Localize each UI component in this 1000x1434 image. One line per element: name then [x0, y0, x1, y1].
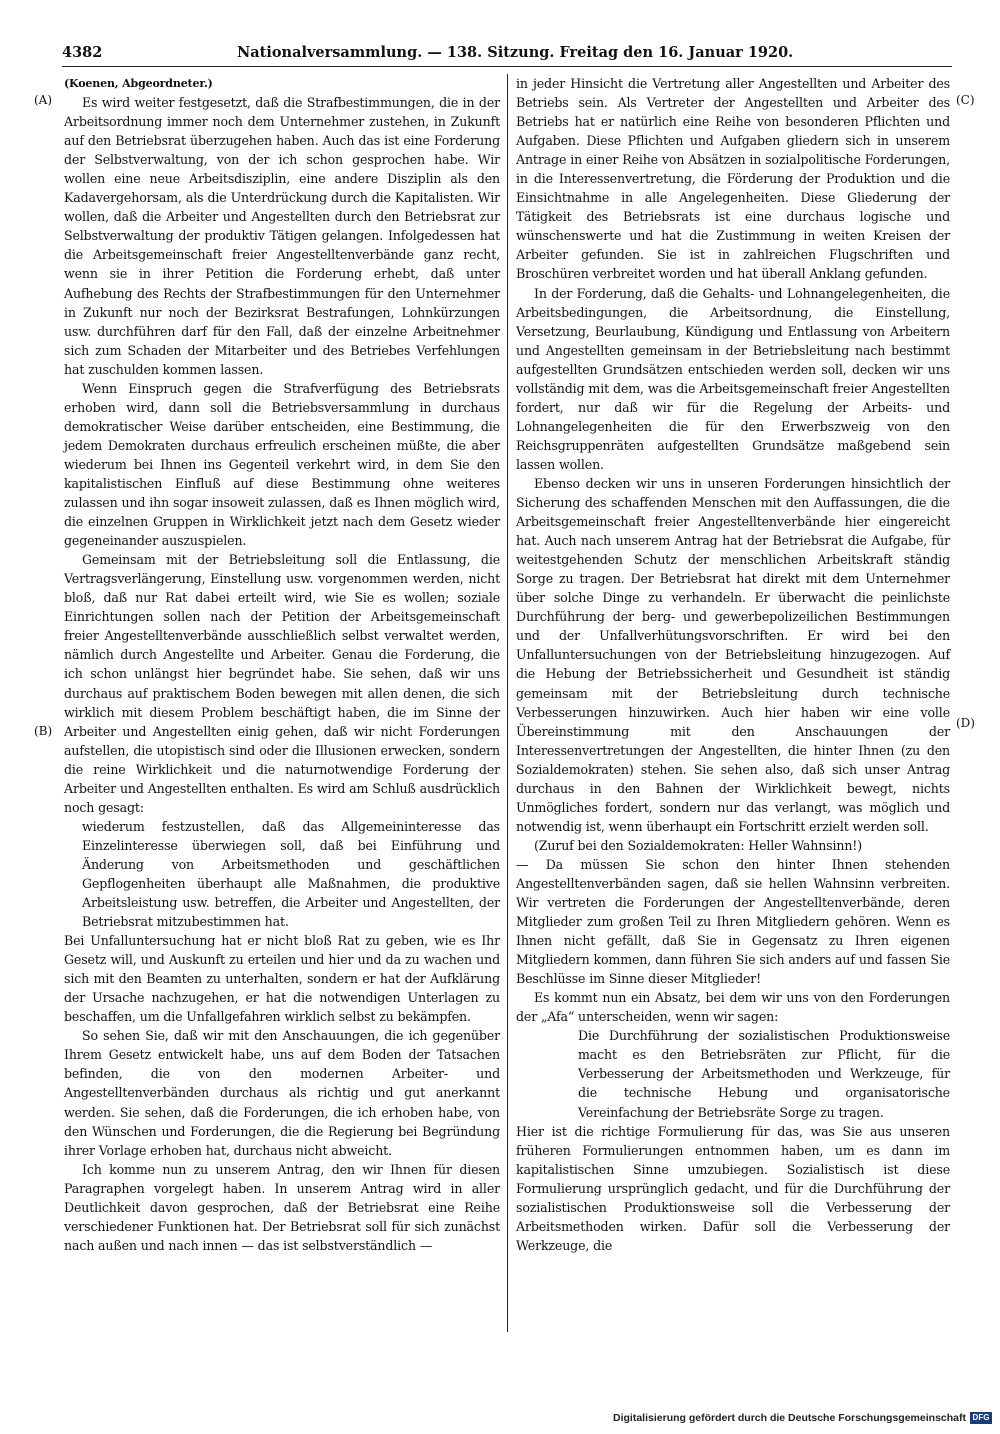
header-rule: [62, 66, 952, 67]
column-divider: [507, 74, 508, 1332]
page-number: 4382: [62, 44, 103, 61]
paragraph: Es kommt nun ein Absatz, bei dem wir uns von den Forderungen der „Afa“ unterscheiden, wenn wir sagen:: [516, 990, 950, 1025]
paragraph: Hier ist die richtige Formulierung für das, was Sie aus unseren früheren Formulierungen entnommen haben, um es dann im kapitalistischen Sinne umzubiegen. Sozialistisch ist diese Formulierung ursprünglich gedacht, und für die Durchführung der sozialistischen Produktionsweise soll die Verbesserung der Arbeitsmethoden wirken. Dafür soll die Verbesserung der Werkzeuge, die: [516, 1123, 950, 1253]
margin-marker-c: (C): [956, 93, 975, 107]
dfg-logo-icon: DFG: [970, 1412, 992, 1424]
paragraph: Wenn Einspruch gegen die Strafverfügung des Betriebsrats erhoben wird, dann soll die Betriebsversammlung in durchaus demokratischer Weise darüber entscheiden, eine Bestimmung, die jedem Demokraten durchaus erfreulich erscheinen müßte, die aber wiederum bei Ihnen ins Gegenteil verkehrt wird, in dem Sie den kapitalistischen Einfluß auf diese Bestimmung ohne weiteres zulassen und ihn sogar insoweit zulassen, daß es Ihnen möglich wird, die einzelnen Gruppen in Wirklichkeit jetzt nach dem Gesetz wieder gegeneinander auszuspielen.: [64, 380, 500, 549]
paragraph: So sehen Sie, daß wir mit den Anschauungen, die ich gegenüber Ihrem Gesetz entwickelt habe, uns auf dem Boden der Tatsachen befinden, die von den modernen Arbeiter- und Angestelltenverbänden durchaus als richtig und gut anerkannt werden. Sie sehen, daß die Forderungen, die ich erhoben habe, von den Wünschen und Forderungen, die die Regierung bei Begründung ihrer Vorlage erhoben hat, durchaus nicht abweicht.: [64, 1028, 500, 1158]
paragraph: In der Forderung, daß die Gehalts- und Lohnangelegenheiten, die Arbeitsbedingungen, die Arbeitsordnung, die Einstellung, Versetzung, Beurlaubung, Kündigung und Entlassung von Arbeitern und Angestellten gemeinsam in der Betriebsleitung nach bestimmt aufgestellten Grundsätzen entschieden werden soll, decken wir uns vollständig mit dem, was die Arbeitsgemeinschaft freier Angestellten fordert, nur daß wir für die Regelung der Arbeits- und Lohnangelegenheiten die für den Erwerbszweig von den Reichsgruppenräten aufgestellten Grundsätze maßgebend sein lassen wollen.: [516, 285, 950, 472]
speaker-label: (Koenen, Abgeordneter.): [64, 77, 213, 90]
paragraph: Ich komme nun zu unserem Antrag, den wir Ihnen für diesen Paragraphen vorgelegt haben. In unserem Antrag wird in aller Deutlichkeit davon gesprochen, daß der Betriebsrat eine Reihe verschiedener Funktionen hat. Der Betriebsrat soll für sich zunächst nach außen und nach innen — das ist selbstverständlich —: [64, 1161, 500, 1253]
block-quote: Die Durchführung der sozialistischen Produktionsweise macht es den Betriebsräten zur Pflicht, für die Verbesserung der Arbeitsmethoden und Werkzeuge, für die technische Hebung und organisatorische Vereinfachung der Betriebsräte Sorge zu tragen.: [578, 1028, 950, 1120]
paragraph: Es wird weiter festgesetzt, daß die Strafbestimmungen, die in der Arbeitsordnung immer noch dem Unternehmer zustehen, in Zukunft auf den Betriebsrat überzugehen haben. Auch das ist eine Forderung der Selbstverwaltung, von der ich schon gesprochen habe. Wir wollen eine neue Arbeitsdisziplin, eine andere Disziplin als den Kadavergehorsam, als die Unterdrückung durch die Kapitalisten. Wir wollen, daß die Arbeiter und Angestellten durch den Betriebsrat zur Selbstverwaltung der produktiv Tätigen gelangen. Infolgedessen hat die Arbeitsgemeinschaft freier Angestelltenverbände ganz recht, wenn sie in ihrer Petition die Forderung erhebt, daß unter Aufhebung des Rechts der Strafbestimmungen für den Unternehmer in Zukunft nur noch der Bezirksrat Bestrafungen, Lohnkürzungen usw. durchführen darf für den Fall, daß der einzelne Arbeitnehmer sich zum Schaden der Mitarbeiter und des Betriebes Verfehlungen hat zuschulden kommen lassen.: [64, 95, 500, 377]
block-quote: wiederum festzustellen, daß das Allgemeininteresse das Einzelinteresse überwiegen soll, daß bei Einführung und Änderung von Arbeitsmethoden und geschäftlichen Gepflogenheiten überhaupt alle Maßnahmen, die produktive Arbeitsleistung usw. betreffen, die Arbeiter und Angestellten, der Betriebsrat mitzubestimmen hat.: [82, 818, 500, 930]
footer-text: Digitalisierung gefördert durch die Deutsche Forschungsgemeinschaft: [613, 1412, 966, 1424]
paragraph: — Da müssen Sie schon den hinter Ihnen stehenden Angestelltenverbänden sagen, daß sie hellen Wahnsinn verbreiten. Wir vertreten die Forderungen der Angestelltenverbände, deren Mitglieder zum großen Teil zu Ihren Mitgliedern gehören. Wenn es Ihnen nicht gefällt, daß Sie in Gegensatz zu Ihren eigenen Mitgliedern kommen, dann führen Sie sich anders auf und fassen Sie Beschlüsse im Sinne dieser Mitglieder!: [516, 856, 950, 987]
footer-credit: [613, 1412, 992, 1424]
paragraph: Ebenso decken wir uns in unseren Forderungen hinsichtlich der Sicherung des schaffenden Menschen mit den Auffassungen, die die Arbeitsgemeinschaft freier Angestelltenverbände hier eingereicht hat. Auch nach unserem Antrag hat der Betriebsrat die Aufgabe, für weitestgehenden Schutz der menschlichen Arbeitskraft ständig Sorge zu tragen. Der Betriebsrat hat direkt mit dem Unternehmer über solche Dinge zu verhandeln. Er überwacht die peinlichste Durchführung der berg- und gewerbepolizeilichen Bestimmungen und der Unfallverhütungsvorschriften. Er wird bei den Unfalluntersuchungen von der Betriebsleitung hinzugezogen. Auf die Hebung der Betriebssicherheit und Gesundheit ist ständig gemeinsam mit der Betriebsleitung durch technische Verbesserungen hinzuwirken. Auch hier haben wir eine volle Übereinstimmung mit den Anschauungen der Interessenvertretungen der Angestellten, die hinter Ihnen (zu den Sozialdemokraten) stehen. Sie sehen also, daß sich unser Antrag durchaus in den Bahnen der Wirklichkeit bewegt, nichts Unmögliches fordert, sondern nur das verlangt, was möglich und notwendig ist, wenn überhaupt ein Fortschritt erzielt werden soll.: [516, 475, 950, 834]
margin-marker-d: (D): [956, 716, 975, 730]
margin-marker-a: (A): [34, 93, 53, 107]
left-column: [64, 74, 500, 1255]
paragraph: Bei Unfalluntersuchung hat er nicht bloß Rat zu geben, wie es Ihr Gesetz will, und Auskunft zu erteilen und hier und da zu wachen und sich mit den Beamten zu unterhalten, sondern er hat der Aufklärung der Ursache nachzugehen, er hat die notwendigen Unterlagen zu beschaffen, um die Unfallgefahren wirklich selbst zu bekämpfen.: [64, 933, 500, 1025]
interjection: (Zuruf bei den Sozialdemokraten: Heller Wahnsinn!): [534, 837, 862, 853]
paragraph: Gemeinsam mit der Betriebsleitung soll die Entlassung, die Vertragsverlängerung, Einstellung usw. vorgenommen werden, nicht bloß, daß nur Rat dabei erteilt wird, wie Sie es wollen; soziale Einrichtungen sollen nach der Petition der Arbeitsgemeinschaft freier Angestelltenverbände ausschließlich selbst verwaltet werden, nämlich durch Angestellte und Arbeiter. Genau die Forderung, die ich schon unlängst hier begründet habe. Sie sehen, daß wir uns durchaus auf praktischem Boden bewegen mit allen denen, die sich wirklich mit diesem Problem beschäftigt haben, die im Sinne der Arbeiter und Angestellten einig gehen, daß wir nicht Forderungen aufstellen, die utopistisch sind oder die Illusionen erwecken, sondern die reine Wirklichkeit und die naturnotwendige Forderung der Arbeiter und Angestellten enthalten. Es wird am Schluß ausdrücklich noch gesagt:: [64, 552, 500, 815]
page-title: Nationalversammlung. — 138. Sitzung. Freitag den 16. Januar 1920.: [237, 44, 794, 61]
paragraph: in jeder Hinsicht die Vertretung aller Angestellten und Arbeiter des Betriebs sein. Als Vertreter der Angestellten und Arbeiter des Betriebs hat er natürlich eine Reihe von besonderen Pflichten und Aufgaben. Diese Pflichten und Aufgaben gliedern sich in unserem Antrage in einer Reihe von Absätzen in sozialpolitische Forderungen, in die Interessenvertretung, die Förderung der Produktion und die Einsichtnahme in alle Angelegenheiten. Diese Gliederung der Tätigkeit des Betriebsrats ist eine durchaus logische und wünschenswerte und hat die Zustimmung in weiten Kreisen der Arbeiter gefunden. Sie ist in zahlreichen Flugschriften und Broschüren verbreitet worden und hat überall Anklang gefunden.: [516, 76, 950, 282]
margin-marker-b: (B): [34, 724, 53, 738]
right-column: [516, 74, 950, 1255]
page-header: [62, 44, 952, 66]
